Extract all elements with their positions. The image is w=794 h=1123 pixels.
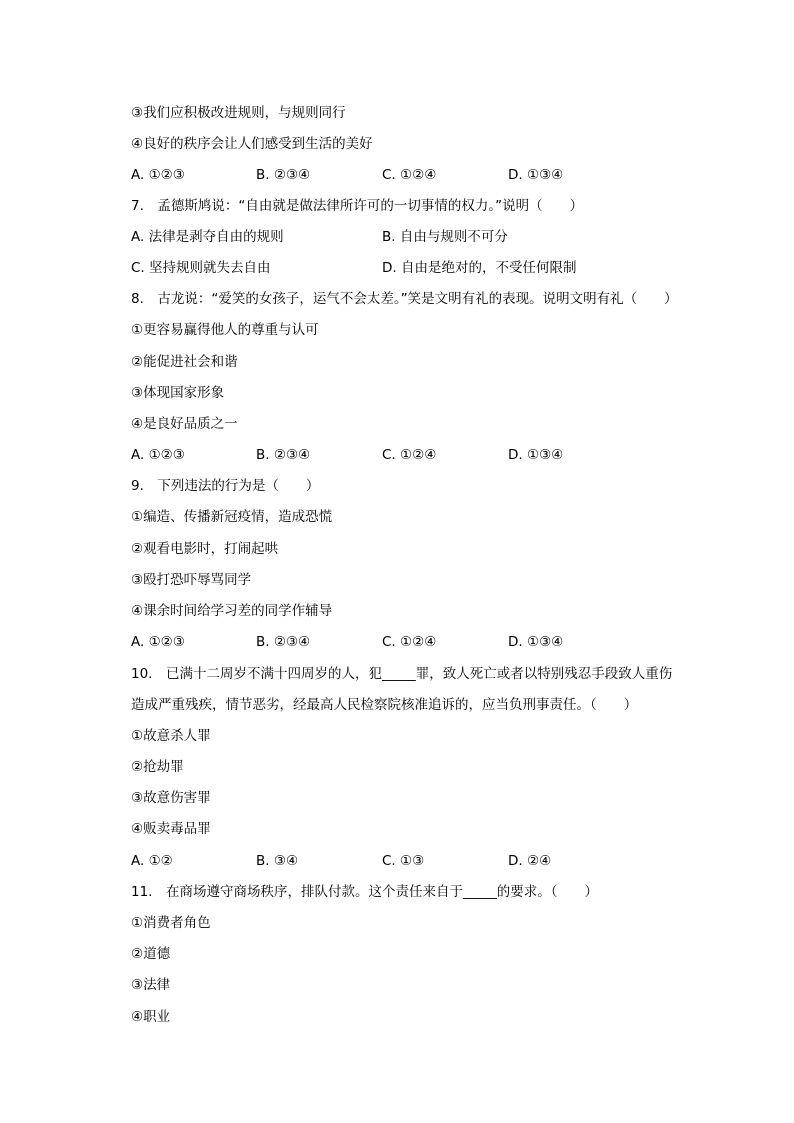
q9-option-b: B. ②③④ (256, 634, 311, 650)
q9-item-4: ④课余时间给学习差的同学作辅导 (131, 603, 333, 619)
q8-item-1: ①更容易赢得他人的尊重与认可 (131, 322, 319, 338)
q9-item-2: ②观看电影时，打闹起哄 (131, 541, 279, 557)
q10-item-1: ①故意杀人罪 (131, 728, 211, 744)
q6-option-c: C. ①②④ (382, 167, 437, 183)
q7-option-b: B. 自由与规则不可分 (382, 229, 508, 245)
q10-item-2: ②抢劫罪 (131, 759, 184, 775)
q8-option-a: A. ①②③ (131, 447, 185, 463)
q10-stem-line-1: 10. 已满十二周岁不满十四周岁的人，犯_____罪，致人死亡或者以特别残忍手段致人重伤 (131, 666, 673, 682)
q9-item-3: ③殴打恐吓辱骂同学 (131, 572, 252, 588)
q6-item-4: ④良好的秩序会让人们感受到生活的美好 (131, 136, 373, 152)
q8-option-c: C. ①②④ (382, 447, 437, 463)
q7-options-row-2 (131, 259, 731, 277)
q8-option-d: D. ①③④ (508, 447, 564, 463)
q6-item-3: ③我们应积极改进规则，与规则同行 (131, 105, 346, 121)
q9-option-a: A. ①②③ (131, 634, 185, 650)
q9-option-c: C. ①②④ (382, 634, 437, 650)
q7-option-d: D. 自由是绝对的，不受任何限制 (382, 260, 577, 276)
q9-options (131, 633, 731, 651)
q9-item-1: ①编造、传播新冠疫情，造成恐慌 (131, 509, 333, 525)
q10-options (131, 852, 731, 870)
q7-options-row-1 (131, 228, 731, 246)
q10-item-3: ③故意伤害罪 (131, 790, 211, 806)
q8-option-b: B. ②③④ (256, 447, 311, 463)
q8-item-3: ③体现国家形象 (131, 385, 225, 401)
q11-stem: 11. 在商场遵守商场秩序，排队付款。这个责任来自于_____的要求。（ ） (131, 884, 598, 900)
q7-option-a: A. 法律是剥夺自由的规则 (131, 229, 284, 245)
q6-options (131, 166, 731, 184)
q11-item-2: ②道德 (131, 946, 171, 962)
q8-options (131, 446, 731, 464)
q6-option-d: D. ①③④ (508, 167, 564, 183)
q10-stem-line-2: 造成严重残疾，情节恶劣，经最高人民检察院核准追诉的，应当负刑事责任。（ ） (131, 697, 638, 713)
q8-item-2: ②能促进社会和谐 (131, 354, 238, 370)
q6-option-b: B. ②③④ (256, 167, 311, 183)
q9-option-d: D. ①③④ (508, 634, 564, 650)
q11-item-4: ④职业 (131, 1009, 171, 1025)
q11-item-3: ③法律 (131, 977, 171, 993)
q7-option-c: C. 坚持规则就失去自由 (131, 260, 271, 276)
q10-option-d: D. ②④ (508, 853, 552, 869)
q8-item-4: ④是良好品质之一 (131, 416, 238, 432)
q9-stem: 9. 下列违法的行为是（ ） (131, 478, 320, 494)
q10-option-c: C. ①③ (382, 853, 425, 869)
q8-stem: 8. 古龙说：“爱笑的女孩子，运气不会太差。”笑是文明有礼的表现。说明文明有礼（ ） (131, 291, 678, 307)
q11-item-1: ①消费者角色 (131, 915, 211, 931)
q10-item-4: ④贩卖毒品罪 (131, 821, 211, 837)
q6-option-a: A. ①②③ (131, 167, 185, 183)
q10-option-a: A. ①② (131, 853, 173, 869)
q10-option-b: B. ③④ (256, 853, 299, 869)
q7-stem: 7. 孟德斯鸠说：“自由就是做法律所许可的一切事情的权力。”说明（ ） (131, 198, 584, 214)
